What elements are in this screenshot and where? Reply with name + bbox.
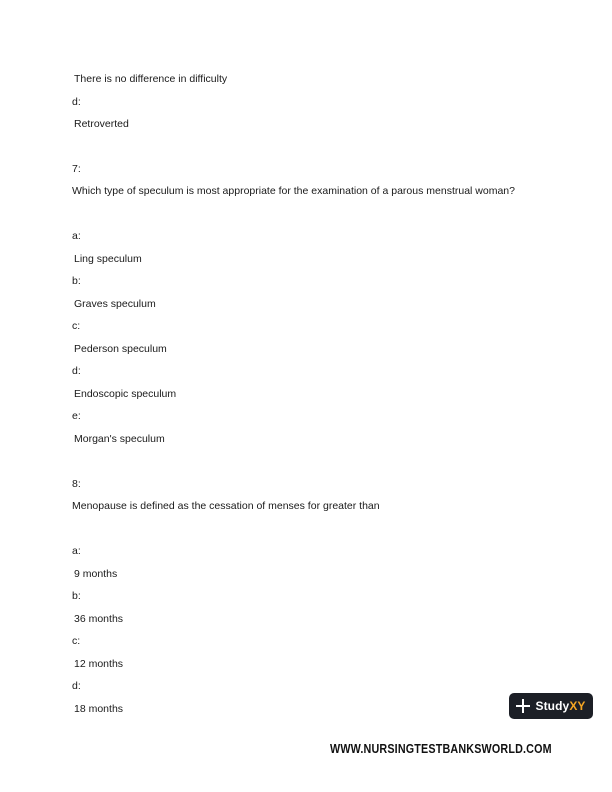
question-7-text: Which type of speculum is most appropriate for the examination of a parous menstrual woman?: [72, 185, 515, 197]
brand-main: Study: [535, 699, 570, 713]
question-7-option-b-letter: b:: [72, 275, 81, 287]
question-8-option-c-text: 12 months: [74, 658, 124, 670]
brand-accent: XY: [569, 699, 586, 713]
question-7-option-c-text: Pederson speculum: [74, 343, 167, 355]
footer-url: WWW.NURSINGTESTBANKSWORLD.COM: [330, 742, 552, 756]
question-7-option-d-text: Endoscopic speculum: [74, 388, 177, 400]
question-8-text: Menopause is defined as the cessation of menses for greater than: [72, 500, 380, 512]
question-7-option-e-letter: e:: [72, 410, 81, 422]
studyxy-badge[interactable]: [509, 693, 593, 719]
question-7-option-d-letter: d:: [72, 365, 81, 377]
question-8-option-a-text: 9 months: [74, 568, 118, 580]
question-7-option-a-text: Ling speculum: [74, 253, 142, 265]
plus-icon: [516, 699, 530, 713]
question-7-option-e-text: Morgan's speculum: [74, 433, 165, 445]
question-7-number: 7:: [72, 163, 81, 175]
prev-option-d-text: Retroverted: [74, 118, 129, 130]
question-7-option-a-letter: a:: [72, 230, 81, 242]
question-7-option-c-letter: c:: [72, 320, 81, 332]
prev-option-c-text: There is no difference in difficulty: [74, 73, 228, 85]
question-8-number: 8:: [72, 478, 81, 490]
question-8-option-b-text: 36 months: [74, 613, 124, 625]
question-7-option-b-text: Graves speculum: [74, 298, 156, 310]
studyxy-logo-text: [535, 699, 585, 713]
prev-option-d-letter: d:: [72, 96, 81, 108]
question-8-option-c-letter: c:: [72, 635, 81, 647]
question-8-option-a-letter: a:: [72, 545, 81, 557]
question-8-option-d-letter: d:: [72, 680, 81, 692]
question-8-option-b-letter: b:: [72, 590, 81, 602]
question-8-option-d-text: 18 months: [74, 703, 124, 715]
